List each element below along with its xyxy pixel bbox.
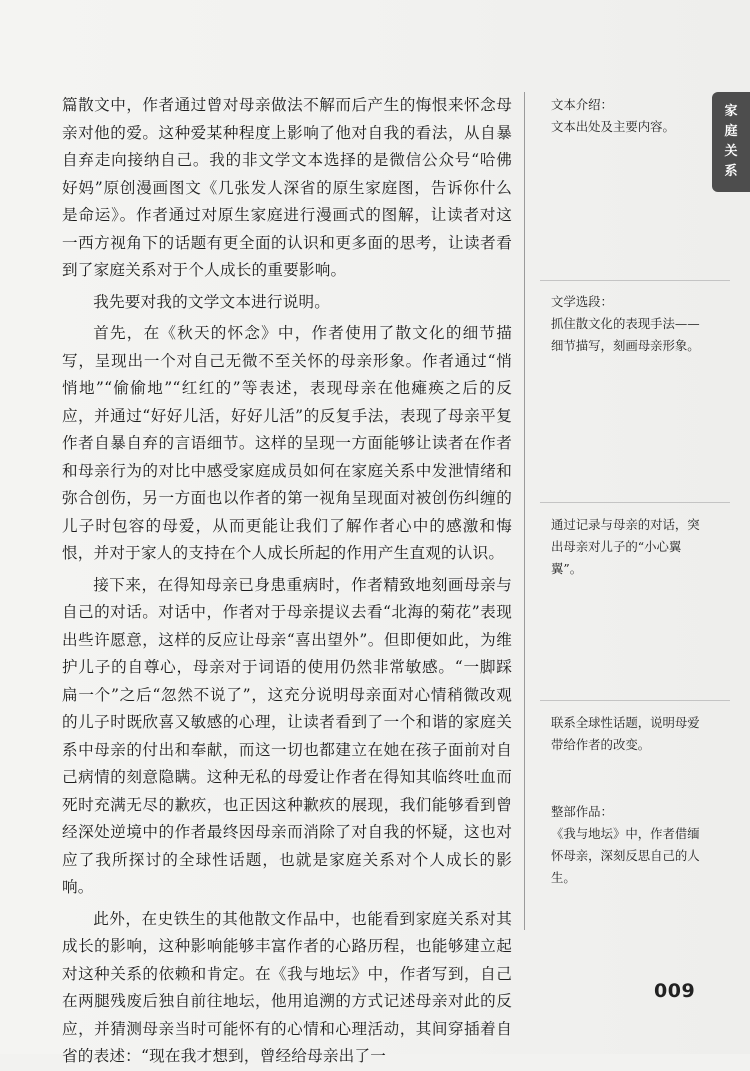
side-note-body: 抓住散文化的表现手法——细节描写，刻画母亲形象。 xyxy=(551,316,700,353)
side-note-body: 文本出处及主要内容。 xyxy=(551,119,675,134)
side-note-dialogue xyxy=(551,514,701,580)
section-tab-char: 关 xyxy=(724,144,738,159)
side-note-text-intro xyxy=(551,94,701,138)
side-note-title: 整部作品： xyxy=(551,804,613,819)
side-separator xyxy=(540,280,730,281)
side-note-body: 通过记录与母亲的对话，突出母亲对儿子的“小心翼翼”。 xyxy=(551,517,700,576)
page-number: 009 xyxy=(654,980,696,1002)
paragraph-4: 接下来，在得知母亲已身患重病时，作者精致地刻画母亲与自己的对话。对话中，作者对于母亲提议去看“北海的菊花”表现出些许愿意，这样的反应让母亲“喜出望外”。但即便如此，为维护儿子的自尊心，母亲对于词语的使用仍然非常敏感。“一脚踩扁一个”之后“忽然不说了”，这充分说明母亲面对心情稍微改观的儿子时既欣喜又敏感的心理，让读者看到了一个和谐的家庭关系中母亲的付出和奉献，而这一切也都建立在她在孩子面前对自己病情的刻意隐瞒。这种无私的母爱让作者在得知其临终吐血而死时充满无尽的歉疚，也正因这种歉疚的展现，我们能够看到曾经深处逆境中的作者最终因母亲而消除了对自我的怀疑，这也对应了我所探讨的全球性话题，也就是家庭关系对个人成长的影响。 xyxy=(62,575,512,896)
side-note-whole-work xyxy=(551,801,701,889)
paragraph-1: 篇散文中，作者通过曾对母亲做法不解而后产生的悔恨来怀念母亲对他的爱。这种爱某种程度上影响了他对自我的看法，从自暴自弃走向接纳自己。我的非文学文本选择的是微信公众号“哈佛好妈”原创漫画图文《几张发人深省的原生家庭图，告诉你什么是命运》。作者通过对原生家庭进行漫画式的图解，让读者对这一西方视角下的话题有更全面的认识和更多面的思考，让读者看到了家庭关系对于个人成长的重要影响。 xyxy=(62,96,512,279)
side-note-title: 文本介绍： xyxy=(551,97,613,112)
paragraph-3: 首先，在《秋天的怀念》中，作者使用了散文化的细节描写，呈现出一个对自己无微不至关怀的母亲形象。作者通过“悄悄地”“偷偷地”“红红的”等表述，表现母亲在他瘫痪之后的反应，并通过“好好儿活，好好儿活”的反复手法，表现了母亲平复作者自暴自弃的言语细节。这样的呈现一方面能够让读者在作者和母亲行为的对比中感受家庭成员如何在家庭关系中发泄情绪和弥合创伤，另一方面也以作者的第一视角呈现面对被创伤纠缠的儿子时包容的母爱，从而更能让我们了解作者心中的感激和悔恨，并对于家人的支持在个人成长所起的作用产生直观的认识。 xyxy=(62,324,512,562)
section-tab-char: 庭 xyxy=(724,124,738,139)
section-tab-char: 家 xyxy=(724,104,738,119)
paragraph-5: 此外，在史铁生的其他散文作品中，也能看到家庭关系对其成长的影响，这种影响能够丰富作者的心路历程，也能够建立起对这种关系的依赖和肯定。在《我与地坛》中，作者写到，自己在两腿残废后独自前往地坛，他用追溯的方式记述母亲对此的反应，并猜测母亲当时可能怀有的心情和心理活动，其间穿插着自省的表述：“现在我才想到，曾经给母亲出了一 xyxy=(62,909,512,1065)
paragraph-2: 我先要对我的文学文本进行说明。 xyxy=(93,292,331,311)
section-tab xyxy=(712,92,750,192)
side-separator xyxy=(540,502,730,503)
side-separator xyxy=(540,700,730,701)
side-note-title: 文学选段： xyxy=(551,294,613,309)
section-tab-char: 系 xyxy=(724,164,738,179)
side-note-body: 联系全球性话题，说明母爱带给作者的改变。 xyxy=(551,715,700,752)
side-note-literary-excerpt xyxy=(551,291,701,357)
main-text xyxy=(62,92,512,1071)
side-note-body: 《我与地坛》中，作者借缅怀母亲，深刻反思自己的人生。 xyxy=(551,826,700,885)
side-note-global-topic xyxy=(551,712,701,756)
column-divider xyxy=(524,92,525,930)
